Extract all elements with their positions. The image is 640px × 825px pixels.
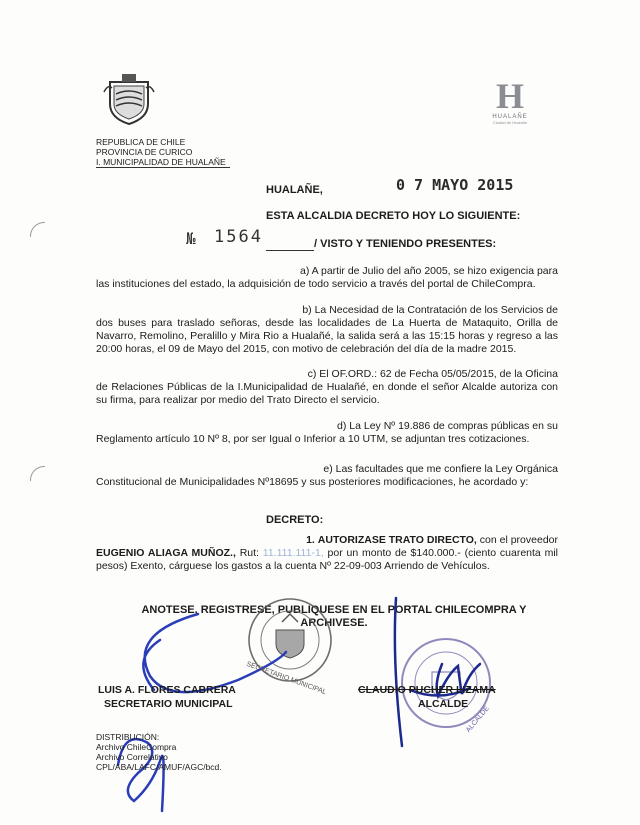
consideration-d-rest: Reglamento artículo 10 Nº 8, por ser Igual o Inferior a 10 UTM, se adjuntan tres cotizaciones.	[96, 433, 530, 445]
place-name: HUALAÑE,	[266, 184, 323, 196]
secretary-title: SECRETARIO MUNICIPAL	[104, 698, 233, 710]
consideration-a-rest: las instituciones del estado, la adquisición de todo servicio a través del portal de ChileCompra.	[96, 278, 536, 290]
consideration-b-first: b) La Necesidad de la Contratación de los Servicios de	[302, 304, 558, 316]
decree-intro: ESTA ALCALDIA DECRETO HOY LO SIGUIENTE:	[266, 210, 521, 222]
secretary-seal-text: SECRETARIO MUNICIPAL	[245, 660, 328, 697]
decree-number-prefix: №	[186, 229, 198, 248]
rut-label: Rut:	[239, 547, 259, 559]
distribution-line-1: Archivo ChileCompra	[96, 742, 177, 752]
consideration-a-first: a) A partir de Julio del año 2005, se hizo exigencia para	[299, 265, 558, 277]
closing-text: ANOTESE, REGISTRESE, PUBLIQUESE EN EL PORTAL CHILECOMPRA Y ARCHIVESE.	[141, 604, 527, 629]
header-municipality: I. MUNICIPALIDAD DE HUALAÑE	[96, 157, 230, 168]
consideration-c-rest: de Relaciones Públicas de la I.Municipalidad de Hualañé, en donde el señor Alcalde autoriza con su firma, para realizar por medio del Trato Directo el servicio.	[96, 381, 558, 406]
consideration-e-rest: Constitucional de Municipalidades Nº18695 y sus posteriores modificaciones, he acordado y:	[96, 476, 529, 488]
consideration-e-first: e) Las facultades que me confiere la Ley Orgánica	[323, 463, 558, 475]
header-republic: REPUBLICA DE CHILE	[96, 137, 186, 147]
resolution-body: por un monto de $140.000.- (ciento cuarenta mil pesos) Exento, cárguese los gastos a la cuenta Nº 22-09-003 Arriendo de Vehículos.	[96, 547, 559, 572]
mayor-seal-text: ALCALDE	[465, 705, 491, 734]
decree-number: 1564	[214, 227, 263, 247]
resolution-number: 1.	[306, 534, 315, 546]
consideration-c-first: c) El OF.ORD.: 62 de Fecha 05/05/2015, de la Oficina	[307, 368, 558, 380]
hualane-logo-mark: H	[495, 76, 524, 116]
mayor-name: CLAUDIO PUCHER LIZAMA	[358, 684, 496, 696]
hualane-logo-tagline: Ciudad de Hualañe	[492, 120, 528, 125]
resolution-tail: con el proveedor	[479, 534, 558, 546]
mayor-title: ALCALDE	[418, 698, 469, 710]
consideration-b-rest: dos buses para traslado señoras, desde las localidades de La Huerta de Mataquito, Orilla de Navarro, Remolino, Peralillo y Mira Rio a Hualañé, la salida será a las 15:15 horas y regreso a las 20:00 horas, el 09 de Mayo del 2015, con motivo de celebración del día de la madre 2015.	[96, 317, 558, 355]
provider-name: EUGENIO ALIAGA MUÑOZ.,	[96, 547, 236, 559]
header-province: PROVINCIA DE CURICO	[96, 147, 193, 157]
rut-value: 11.111.111-1,	[262, 547, 324, 559]
resolution-title: AUTORIZASE TRATO DIRECTO,	[317, 534, 477, 546]
secretary-name: LUIS A. FLORES CABRERA	[98, 684, 236, 696]
distribution-line-3: CPL/ABA/LAFC/AMUF/AGC/bcd.	[96, 762, 222, 772]
distribution-line-2: Archivo Correlativo	[96, 752, 168, 762]
decreto-heading: DECRETO:	[266, 514, 324, 526]
distribution-heading: DISTRIBUCIÓN:	[96, 732, 160, 742]
date-stamp: 0 7 MAYO 2015	[396, 176, 514, 194]
distribution-block	[96, 732, 222, 772]
consideration-d-first: d) La Ley Nº 19.886 de compras públicas en su	[337, 420, 558, 432]
hualane-logo-name: HUALAÑE	[492, 114, 528, 120]
visto-heading: / VISTO Y TENIENDO PRESENTES:	[314, 238, 497, 250]
